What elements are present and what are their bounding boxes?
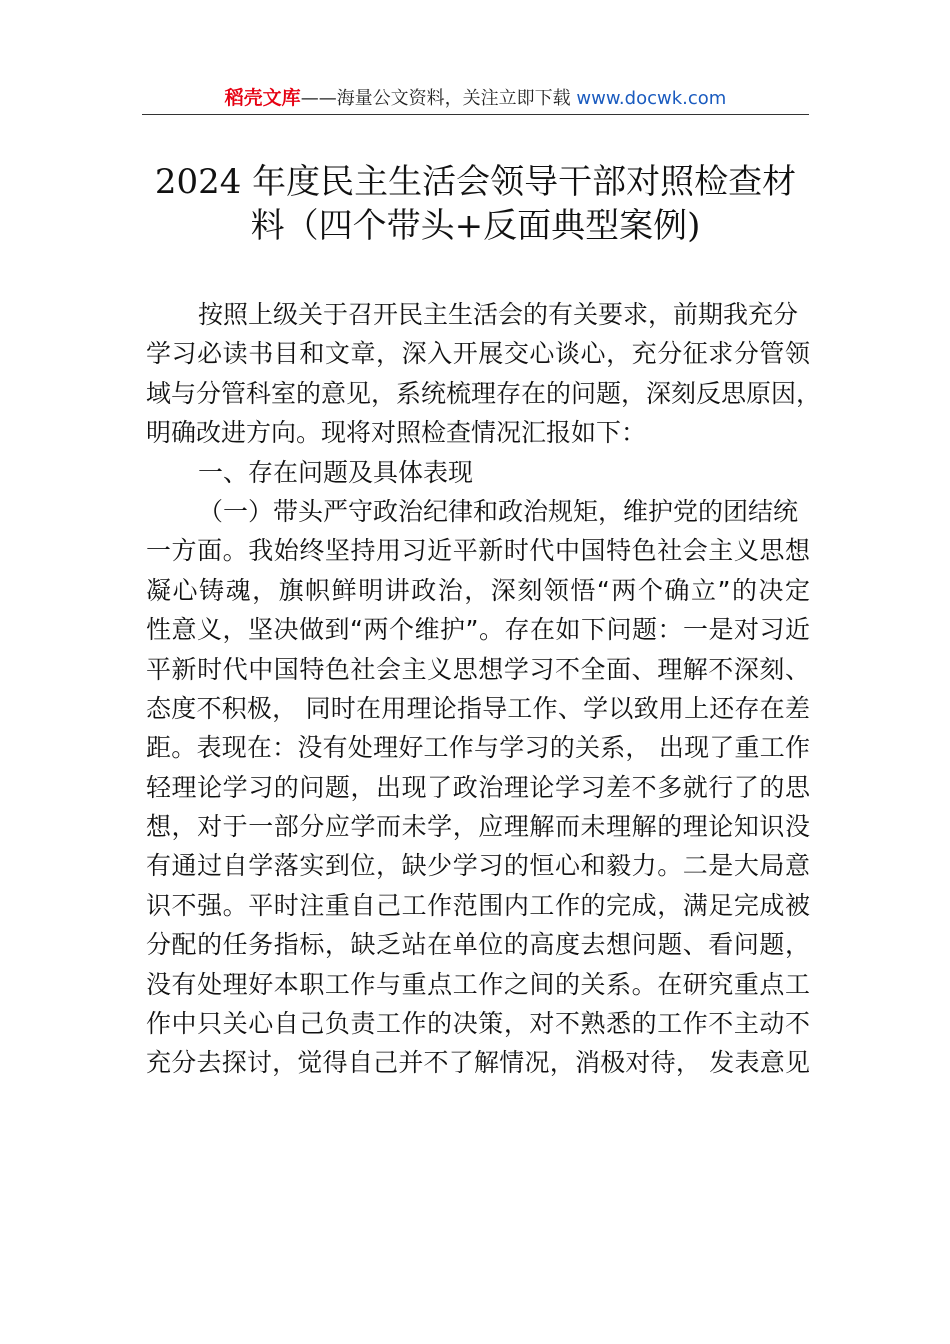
paragraph-2-line: 作中只关心自己负责工作的决策，对不熟悉的工作不主动不: [146, 1009, 810, 1039]
page-header: [142, 84, 809, 114]
paragraph-1-line: 明确改进方向。现将对照检查情况汇报如下：: [146, 418, 647, 448]
document-title: [142, 160, 809, 248]
paragraph-2-line: 距。表现在：没有处理好工作与学习的关系， 出现了重工作: [146, 733, 810, 763]
paragraph-2-line: 充分去探讨，觉得自己并不了解情况，消极对待， 发表意见: [146, 1048, 810, 1078]
paragraph-2-line: 分配的任务指标，缺乏站在单位的高度去想问题、看问题，: [146, 930, 810, 960]
header-divider: [142, 114, 809, 115]
paragraph-2-line: 轻理论学习的问题，出现了政治理论学习差不多就行了的思: [146, 772, 810, 802]
paragraph-2-line: 想，对于一部分应学而未学，应理解而未理解的理论知识没: [146, 812, 810, 842]
paragraph-1-line: 学习必读书目和文章，深入开展交心谈心，充分征求分管领: [146, 339, 810, 369]
paragraph-2-line: 平新时代中国特色社会主义思想学习不全面、理解不深刻、: [146, 654, 810, 684]
paragraph-1-line: 域与分管科室的意见，系统梳理存在的问题，深刻反思原因，: [146, 378, 822, 408]
section-heading: 一、存在问题及具体表现: [198, 457, 474, 487]
header-url-link[interactable]: www.docwk.com: [576, 88, 727, 109]
paragraph-1-line: 按照上级关于召开民主生活会的有关要求，前期我充分: [198, 300, 799, 329]
paragraph-2-line: 没有处理好本职工作与重点工作之间的关系。在研究重点工: [146, 969, 810, 999]
paragraph-2-line: 有通过自学落实到位，缺少学习的恒心和毅力。二是大局意: [146, 851, 810, 881]
title-line: 2024 年度民主生活会领导干部对照检查材: [154, 162, 797, 202]
paragraph-2-line: 性意义，坚决做到“两个维护”。存在如下问题：一是对习近: [146, 615, 810, 645]
paragraph-2-line: 一方面。我始终坚持用习近平新时代中国特色社会主义思想: [146, 536, 810, 566]
paragraph-2-line: 态度不积极， 同时在用理论指导工作、学以致用上还存在差: [146, 693, 810, 723]
paragraph-2-line: 识不强。平时注重自己工作范围内工作的完成，满足完成被: [146, 890, 810, 920]
document-body: [146, 295, 822, 1083]
paragraph-2-line: 凝心铸魂，旗帜鲜明讲政治，深刻领悟“两个确立”的决定: [146, 575, 810, 605]
paragraph-2-line: （一）带头严守政治纪律和政治规矩，维护党的团结统: [198, 496, 799, 526]
brand-logo-text: 稻壳文库: [224, 87, 301, 109]
title-line: 料（四个带头+反面典型案例): [250, 206, 701, 246]
header-tagline: ——海量公文资料，关注立即下载: [300, 88, 577, 109]
